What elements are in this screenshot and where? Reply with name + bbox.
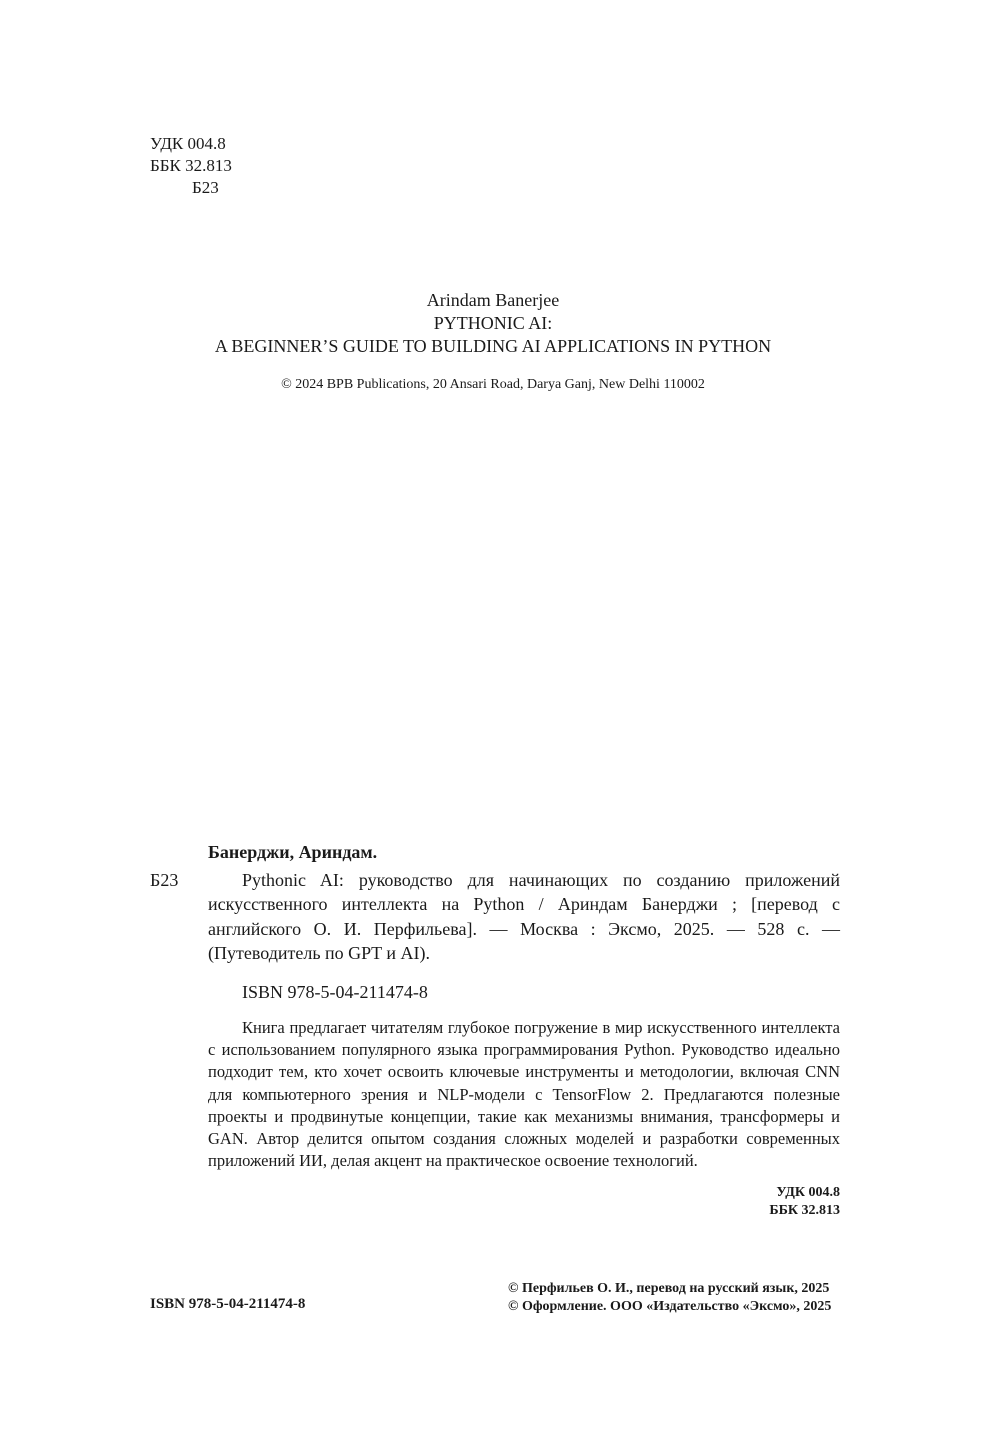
bbk-code: ББК 32.813 <box>150 156 232 175</box>
record-description: Pythonic AI: руководство для начинающих по созданию приложений искусственного интеллекта на Python / Ариндам Банерджи ; [перевод с английского О. И. Перфильева]. — Москва : Эксмо, 2025. — 528 с. — (Путеводитель по GPT и AI). <box>208 869 840 963</box>
original-title-line-2: A BEGINNER’S GUIDE TO BUILDING AI APPLICATIONS IN PYTHON <box>214 336 772 356</box>
udk-code: УДК 004.8 <box>150 134 226 153</box>
copyright-design: © Оформление. ООО «Издательство «Эксмо», 2025 <box>508 1299 832 1314</box>
classification-block <box>150 133 232 199</box>
record-udk: УДК 004.8 <box>776 1185 840 1201</box>
footer-copyrights <box>508 1280 831 1316</box>
original-title-line-1: PYTHONIC AI: <box>433 313 553 333</box>
author-mark: Б23 <box>192 178 219 197</box>
record-isbn: ISBN 978-5-04-211474-8 <box>242 981 428 1002</box>
footer-isbn: ISBN 978-5-04-211474-8 <box>150 1296 306 1312</box>
bibliographic-record <box>150 840 840 1220</box>
record-bbk: ББК 32.813 <box>769 1203 840 1219</box>
record-annotation: Книга предлагает читателям глубокое погружение в мир искусственного интеллекта с использованием популярного языка программирования Python. Руководство идеально подходит тем, кто хочет освоить ключевые инструменты и методологии, включая CNN для компьютерного зрения и NLP-модели с TensorFlow 2. Предлагаются полезные проекты и продвинутые концепции, такие как механизмы внимания, трансформеры и GAN. Автор делится опытом создания сложных моделей и разработки современных приложений ИИ, делая акцент на практическое освоение технологий. <box>208 1018 840 1171</box>
original-edition-block <box>0 289 986 394</box>
original-copyright: © 2024 BPB Publications, 20 Ansari Road, Darya Ganj, New Delhi 110002 <box>281 377 705 392</box>
original-author: Arindam Banerjee <box>426 290 560 310</box>
record-classification <box>150 1184 840 1220</box>
record-author-mark: Б23 <box>150 869 179 890</box>
record-entry <box>150 868 840 966</box>
record-author-heading: Банерджи, Ариндам. <box>208 842 378 862</box>
copyright-translation: © Перфильев О. И., перевод на русский язык, 2025 <box>508 1281 830 1296</box>
